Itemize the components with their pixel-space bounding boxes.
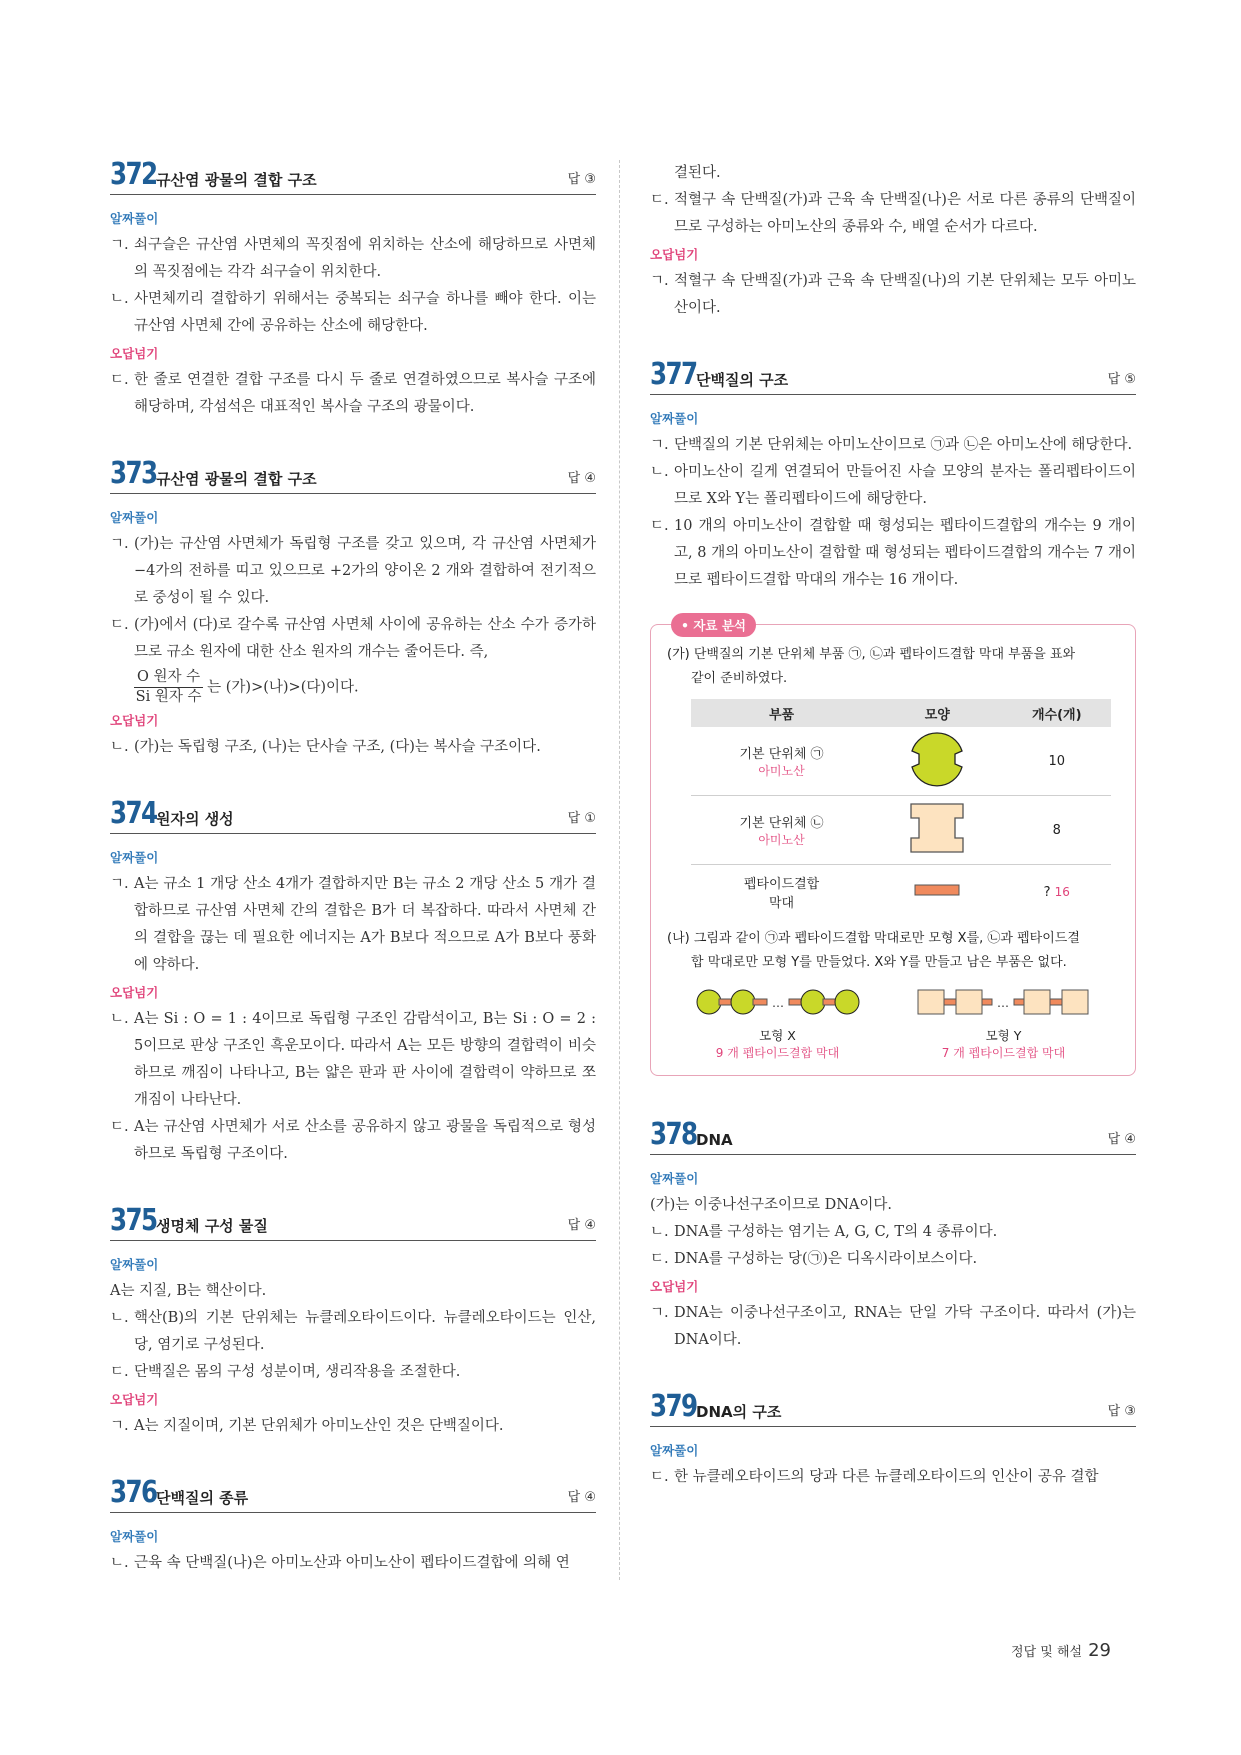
list-item	[110, 367, 596, 421]
model-y-diagram	[914, 985, 1094, 1019]
list-item	[650, 432, 1136, 459]
section-answer: 답 ①	[567, 811, 596, 826]
item-text: (가)에서 (다)로 갈수록 규산염 사면체 사이에 공유하는 산소 수가 증가하므로 규소 원자에 대한 산소 원자의 개수는 줄어든다. 즉,	[134, 617, 596, 660]
item-marker: ㄴ.	[110, 1310, 129, 1326]
item-text: DNA를 구성하는 당(㉠)은 디옥시라이보스이다.	[674, 1251, 978, 1267]
label-explanation: 알짜풀이	[110, 1529, 159, 1544]
label-explanation: 알짜풀이	[650, 1171, 699, 1186]
table-cell	[872, 727, 1002, 796]
section-title: 단백질의 종류	[156, 1489, 249, 1507]
section-header-374	[110, 796, 596, 834]
list-item	[110, 1550, 596, 1577]
list-item	[650, 160, 1136, 187]
models-figure	[667, 985, 1119, 1061]
item-marker: ㄱ.	[110, 1418, 129, 1434]
model-y-dots: …	[996, 996, 1009, 1010]
item-text: A는 규산염 사면체가 서로 산소를 공유하지 않고 광물을 독립적으로 형성하므로 독립형 구조이다.	[134, 1119, 596, 1162]
label-wrong: 오답넘기	[110, 1392, 159, 1407]
section-number: 373	[110, 456, 157, 491]
list-item	[110, 1114, 596, 1168]
section-number: 377	[650, 357, 697, 392]
table-cell: 10	[1003, 727, 1112, 796]
list-item	[650, 1300, 1136, 1354]
section-title: 단백질의 구조	[696, 371, 789, 389]
box-ga-line-1: (가) 단백질의 기본 단위체 부품 ㉠, ㉡과 펩타이드결합 막대 부품을 표와	[667, 647, 1076, 662]
list-item	[110, 1359, 596, 1386]
model-x-diagram	[693, 985, 863, 1019]
label-wrong: 오답넘기	[110, 713, 159, 728]
item-text: 근육 속 단백질(나)은 아미노산과 아미노산이 펩타이드결합에 의해 연	[134, 1555, 570, 1571]
table-header-row	[691, 699, 1111, 727]
item-text: (가)는 규산염 사면체가 독립형 구조를 갖고 있으며, 각 규산염 사면체가 −4가의 전하를 띠고 있으므로 +2가의 양이온 2 개와 결합하여 전기적으로 중성이 될 수 있다.	[134, 536, 596, 606]
item-marker: ㄷ.	[110, 1119, 129, 1135]
part-note: 아미노산	[758, 833, 805, 847]
section-title: DNA	[696, 1131, 733, 1149]
fraction	[134, 668, 203, 707]
paragraph: A는 지질, B는 핵산이다.	[110, 1283, 267, 1299]
item-marker: ㄷ.	[650, 1251, 669, 1267]
label-explanation: 알짜풀이	[110, 1257, 159, 1272]
section-title: DNA의 구조	[696, 1403, 782, 1421]
section-header-372	[110, 157, 596, 195]
list-item	[110, 871, 596, 979]
section-number: 379	[650, 1389, 697, 1424]
part-note: 아미노산	[758, 764, 805, 778]
peptide-bar-shape	[912, 882, 962, 898]
table-cell	[872, 865, 1002, 920]
table-cell	[872, 796, 1002, 865]
item-marker: ㄱ.	[650, 1305, 669, 1321]
footer-text: 정답 및 해설	[1011, 1645, 1083, 1660]
section-answer: 답 ③	[567, 172, 596, 187]
part-name: 막대	[768, 896, 795, 911]
list-item	[110, 1006, 596, 1114]
list-item	[110, 612, 596, 666]
section-number: 374	[110, 796, 157, 831]
model-y-note: 7 개 펩타이드결합 막대	[941, 1046, 1066, 1060]
section-header-375	[110, 1203, 596, 1241]
box-ga-line-2: 같이 준비하였다.	[691, 671, 788, 686]
label-wrong: 오답넘기	[650, 1279, 699, 1294]
list-item	[650, 1219, 1136, 1246]
section-answer: 답 ④	[567, 1490, 596, 1505]
list-item	[110, 1305, 596, 1359]
fraction-line	[110, 668, 596, 707]
page-number: 29	[1088, 1640, 1111, 1661]
section-title: 원자의 생성	[156, 810, 234, 828]
item-text: (가)는 독립형 구조, (나)는 단사슬 구조, (다)는 복사슬 구조이다.	[134, 739, 541, 755]
section-title: 규산염 광물의 결합 구조	[156, 171, 317, 189]
column-divider	[619, 160, 620, 1580]
item-text: A는 Si : O = 1 : 4이므로 독립형 구조인 감람석이고, B는 Si : O = 2 : 5이므로 판상 구조인 흑운모이다. 따라서 A는 모든 방향의 결합력이 비슷하므로 깨짐이 나타나고, B는 얇은 판과 판 사이에 결합력이 약하므로 쪼개짐이 나타난다.	[134, 1011, 596, 1108]
item-text: 결된다.	[674, 165, 721, 181]
section-title: 규산염 광물의 결합 구조	[156, 470, 317, 488]
item-text: A는 지질이며, 기본 단위체가 아미노산인 것은 단백질이다.	[134, 1418, 504, 1434]
amino-acid-1-shape	[907, 731, 967, 787]
right-column	[650, 160, 1136, 1491]
box-na-line-2: 합 막대로만 모형 Y를 만들었다. X와 Y를 만들고 남은 부품은 없다.	[691, 955, 1067, 970]
model-x-note: 9 개 펩타이드결합 막대	[715, 1046, 840, 1060]
section-header-379	[650, 1389, 1136, 1427]
table-header: 모양	[872, 699, 1002, 727]
list-item	[110, 1413, 596, 1440]
table-header: 부품	[691, 699, 872, 727]
section-title: 생명체 구성 물질	[156, 1217, 268, 1235]
item-marker: ㄱ.	[110, 536, 129, 552]
count-unknown: ?	[1043, 884, 1051, 900]
data-analysis-tag: • 자료 분석	[671, 613, 756, 637]
item-marker: ㄴ.	[650, 464, 669, 480]
item-marker: ㄱ.	[110, 876, 129, 892]
section-answer: 답 ④	[567, 1218, 596, 1233]
table-cell	[691, 865, 872, 920]
data-analysis-box	[650, 618, 1136, 1076]
item-text: DNA는 이중나선구조이고, RNA는 단일 가닥 구조이다. 따라서 (가)는 DNA이다.	[674, 1305, 1136, 1348]
item-marker: ㄷ.	[110, 1364, 129, 1380]
item-text: A는 규소 1 개당 산소 4개가 결합하지만 B는 규소 2 개당 산소 5 개가 결합하므로 규산염 사면체 간의 결합은 B가 더 복잡하다. 따라서 사면체 간의 결합을 끊는 데 필요한 에너지는 A가 B보다 적으므로 A가 B보다 풍화에 약하다.	[134, 876, 596, 973]
item-text: 10 개의 아미노산이 결합할 때 형성되는 펩타이드결합의 개수는 9 개이고, 8 개의 아미노산이 결합할 때 형성되는 펩타이드결합의 개수는 7 개이므로 펩타이드결합 막대의 개수는 16 개이다.	[674, 518, 1136, 588]
section-header-377	[650, 357, 1136, 395]
section-number: 375	[110, 1203, 157, 1238]
table-row	[691, 727, 1111, 796]
label-explanation: 알짜풀이	[110, 510, 159, 525]
item-marker: ㄴ.	[110, 1011, 129, 1027]
list-item	[110, 232, 596, 286]
list-item	[650, 187, 1136, 241]
item-marker: ㄴ.	[110, 739, 129, 755]
model-y	[914, 985, 1094, 1061]
fraction-denominator: Si 원자 수	[135, 689, 202, 705]
label-wrong: 오답넘기	[110, 346, 159, 361]
item-marker: ㄴ.	[110, 1555, 129, 1571]
item-marker: ㄴ.	[650, 1224, 669, 1240]
section-header-373	[110, 456, 596, 494]
item-text: 아미노산이 길게 연결되어 만들어진 사슬 모양의 분자는 폴리펩타이드이므로 X와 Y는 폴리펩타이드에 해당한다.	[674, 464, 1136, 507]
list-item	[650, 513, 1136, 594]
item-text: 한 줄로 연결한 결합 구조를 다시 두 줄로 연결하였으므로 복사슬 구조에 해당하며, 각섬석은 대표적인 복사슬 구조의 광물이다.	[134, 372, 596, 415]
item-text: 적혈구 속 단백질(가)과 근육 속 단백질(나)은 서로 다른 종류의 단백질이므로 구성하는 아미노산의 종류와 수, 배열 순서가 다르다.	[674, 192, 1136, 235]
paragraph: (가)는 이중나선구조이므로 DNA이다.	[650, 1197, 893, 1213]
parts-table	[691, 699, 1111, 919]
table-cell	[691, 796, 872, 865]
list-item	[650, 268, 1136, 322]
label-explanation: 알짜풀이	[650, 1443, 699, 1458]
section-answer: 답 ④	[567, 471, 596, 486]
table-cell	[1003, 865, 1112, 920]
item-marker: ㄷ.	[650, 518, 669, 534]
fraction-numerator: O 원자 수	[134, 668, 203, 688]
item-marker: ㄴ.	[110, 291, 129, 307]
table-row	[691, 796, 1111, 865]
model-x	[693, 985, 863, 1061]
table-row	[691, 865, 1111, 920]
section-number: 376	[110, 1475, 157, 1510]
section-header-378	[650, 1117, 1136, 1155]
list-item	[110, 286, 596, 340]
item-marker: ㄷ.	[110, 617, 129, 633]
item-text: 단백질은 몸의 구성 성분이며, 생리작용을 조절한다.	[134, 1364, 461, 1380]
label-explanation: 알짜풀이	[650, 411, 699, 426]
item-marker: ㄱ.	[650, 273, 669, 289]
left-column	[110, 157, 596, 1577]
label-explanation: 알짜풀이	[110, 211, 159, 226]
table-header: 개수(개)	[1003, 699, 1112, 727]
item-text: 핵산(B)의 기본 단위체는 뉴클레오타이드이다. 뉴클레오타이드는 인산, 당, 염기로 구성된다.	[134, 1310, 596, 1353]
list-item	[650, 1464, 1136, 1491]
item-text: DNA를 구성하는 염기는 A, G, C, T의 4 종류이다.	[674, 1224, 998, 1240]
section-answer: 답 ③	[1107, 1404, 1136, 1419]
list-item	[110, 531, 596, 612]
section-answer: 답 ④	[1107, 1132, 1136, 1147]
model-x-dots: …	[771, 996, 784, 1010]
item-marker: ㄷ.	[650, 192, 669, 208]
item-marker: ㄷ.	[650, 1469, 669, 1485]
list-item	[110, 734, 596, 761]
part-name: 기본 단위체 ㉠	[739, 747, 824, 762]
model-x-label: 모형 X	[759, 1028, 796, 1043]
amino-acid-2-shape	[907, 800, 967, 856]
item-text: 쇠구슬은 규산염 사면체의 꼭짓점에 위치하는 산소에 해당하므로 사면체의 꼭짓점에는 각각 쇠구슬이 위치한다.	[134, 237, 596, 280]
label-wrong: 오답넘기	[650, 247, 699, 262]
list-item	[650, 459, 1136, 513]
count-answer: 16	[1054, 884, 1070, 899]
page-footer	[1011, 1640, 1111, 1661]
part-name: 펩타이드결합	[743, 877, 820, 892]
section-number: 378	[650, 1117, 697, 1152]
item-text: 한 뉴클레오타이드의 당과 다른 뉴클레오타이드의 인산이 공유 결합	[674, 1469, 1099, 1485]
part-name: 기본 단위체 ㉡	[739, 816, 824, 831]
label-wrong: 오답넘기	[110, 985, 159, 1000]
table-cell	[691, 727, 872, 796]
item-marker: ㄷ.	[110, 372, 129, 388]
fraction-tail: 는 (가)>(나)>(다)이다.	[207, 679, 359, 696]
item-marker: ㄱ.	[110, 237, 129, 253]
list-item	[650, 1246, 1136, 1273]
item-text: 적혈구 속 단백질(가)과 근육 속 단백질(나)의 기본 단위체는 모두 아미노산이다.	[674, 273, 1136, 316]
item-text: 사면체끼리 결합하기 위해서는 중복되는 쇠구슬 하나를 빼야 한다. 이는 규산염 사면체 간에 공유하는 산소에 해당한다.	[134, 291, 596, 334]
item-text: 단백질의 기본 단위체는 아미노산이므로 ㉠과 ㉡은 아미노산에 해당한다.	[674, 437, 1133, 453]
box-na-line-1: (나) 그림과 같이 ㉠과 펩타이드결합 막대로만 모형 X를, ㉡과 펩타이드결	[667, 931, 1080, 946]
section-number: 372	[110, 157, 157, 192]
table-cell: 8	[1003, 796, 1112, 865]
label-explanation: 알짜풀이	[110, 850, 159, 865]
item-marker: ㄱ.	[650, 437, 669, 453]
model-y-label: 모형 Y	[985, 1028, 1022, 1043]
section-answer: 답 ⑤	[1107, 372, 1136, 387]
section-header-376	[110, 1475, 596, 1513]
